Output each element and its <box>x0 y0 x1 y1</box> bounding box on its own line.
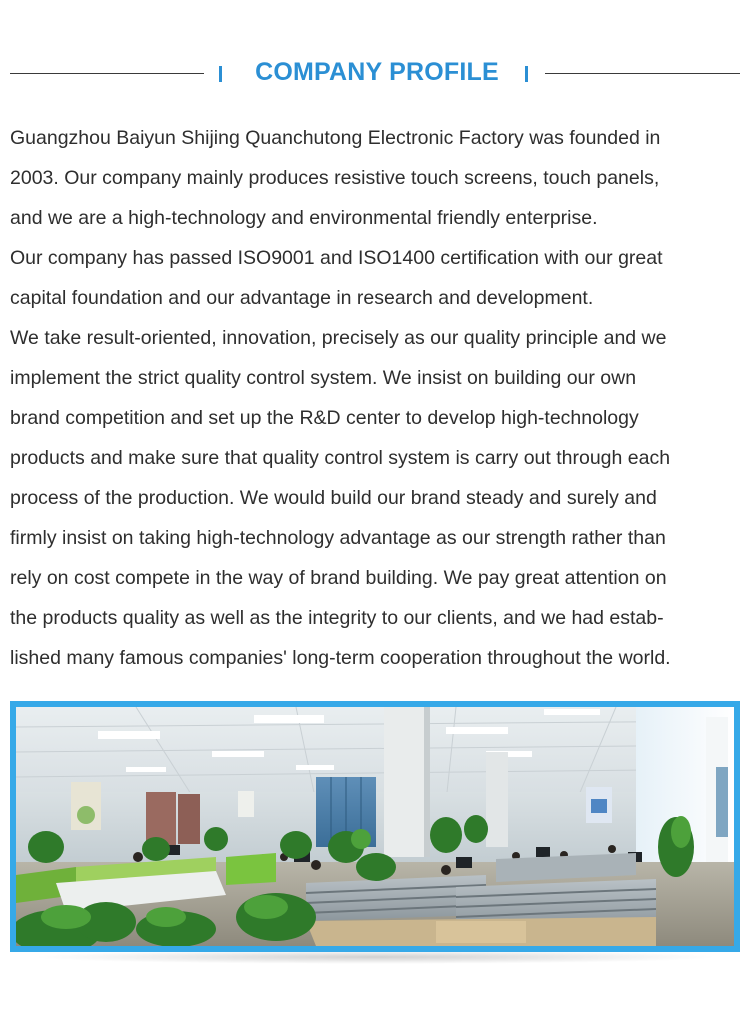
text-line: lished many famous companies' long-term cooperation throughout the world. <box>10 647 671 669</box>
company-profile-text <box>10 118 740 678</box>
text-line: brand competition and set up the R&D center to develop high-technology <box>10 407 639 429</box>
header-accent-bar-left <box>219 66 222 82</box>
text-line: Our company has passed ISO9001 and ISO1400 certification with our great <box>10 247 663 269</box>
header-rule-left <box>10 73 204 74</box>
text-line: Guangzhou Baiyun Shijing Quanchutong Electronic Factory was founded in <box>10 127 661 149</box>
photo-shadow <box>30 950 720 964</box>
office-photo <box>16 707 734 946</box>
text-line: and we are a high-technology and environmental friendly enterprise. <box>10 207 598 229</box>
header-accent-bar-right <box>525 66 528 82</box>
section-title: COMPANY PROFILE <box>255 58 499 86</box>
text-line: firmly insist on taking high-technology advantage as our strength rather than <box>10 527 666 549</box>
text-line: the products quality as well as the integrity to our clients, and we had estab- <box>10 607 664 629</box>
text-line: 2003. Our company mainly produces resistive touch screens, touch panels, <box>10 167 660 189</box>
section-header <box>0 52 750 96</box>
office-photo-frame <box>10 701 740 952</box>
text-line: rely on cost compete in the way of brand building. We pay great attention on <box>10 567 667 589</box>
text-line: process of the production. We would build our brand steady and surely and <box>10 487 657 509</box>
text-line: implement the strict quality control system. We insist on building our own <box>10 367 637 389</box>
header-rule-right <box>545 73 740 74</box>
text-line: capital foundation and our advantage in research and development. <box>10 287 594 309</box>
text-line: products and make sure that quality control system is carry out through each <box>10 447 671 469</box>
text-line: We take result-oriented, innovation, precisely as our quality principle and we <box>10 327 667 349</box>
